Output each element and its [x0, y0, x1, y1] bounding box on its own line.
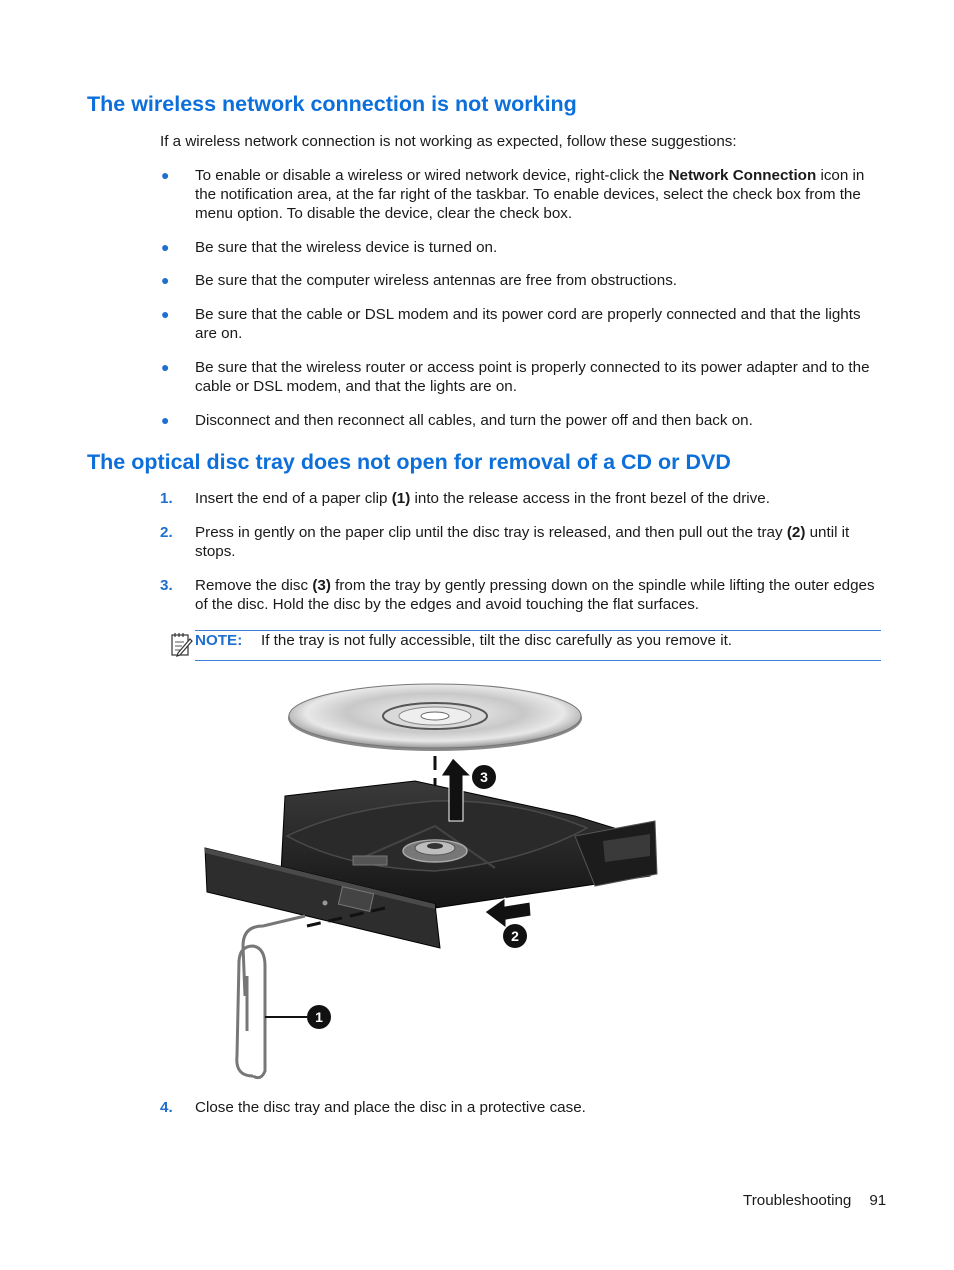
heading-optical-disc: The optical disc tray does not open for removal of a CD or DVD	[87, 450, 731, 474]
bullet-marker: ●	[161, 412, 170, 428]
step-text: Close the disc tray and place the disc in a protective case.	[195, 1099, 586, 1116]
callout-label-2: 2	[511, 928, 519, 944]
disc	[288, 684, 582, 751]
step-number: 4.	[160, 1099, 173, 1116]
bullet-text: Be sure that the computer wireless antennas are free from obstructions.	[195, 272, 678, 289]
network-connection-term: Network Connection	[668, 167, 817, 184]
step-number: 2.	[160, 524, 173, 541]
bullet-text: Disconnect and then reconnect all cables, and turn the power off and then back on.	[195, 412, 753, 429]
bullet-marker: ●	[161, 167, 170, 183]
note-text: If the tray is not fully accessible, tilt the disc carefully as you remove it.	[261, 632, 733, 649]
callout-3	[472, 765, 496, 789]
intro-paragraph: If a wireless network connection is not working as expected, follow these suggestions:	[160, 133, 737, 150]
bullet-text: To enable or disable a wireless or wired network device, right-click the Network Connection icon in the notification area, at the far right of the taskbar. To enable devices, select the check box from the menu option. To disable the device, clear the check box.	[195, 167, 865, 222]
bullet-marker: ●	[161, 272, 170, 288]
paper-clip	[237, 916, 305, 1078]
step-text: Insert the end of a paper clip (1) into the release access in the front bezel of the drive.	[195, 490, 770, 507]
page-number: 91	[869, 1192, 887, 1209]
step-text: Remove the disc (3) from the tray by gently pressing down on the spindle while lifting the outer edges of the disc. Hold the disc by the edges and avoid touching the flat surfaces.	[195, 577, 875, 613]
bullet-marker: ●	[161, 306, 170, 322]
page-footer	[743, 1192, 886, 1209]
note-label: NOTE:	[195, 632, 243, 649]
optical-drive-illustration	[195, 676, 665, 1081]
bullet-text: Be sure that the wireless router or access point is properly connected to its power adapter and to the cable or DSL modem, and that the lights are on.	[195, 359, 870, 395]
bullet-marker: ●	[161, 239, 170, 255]
bullet-text: Be sure that the wireless device is turned on.	[195, 239, 498, 256]
pull-arrow	[485, 898, 531, 928]
bullet-item	[160, 166, 885, 223]
footer-section: Troubleshooting	[743, 1192, 852, 1209]
callout-label-1: 1	[315, 1009, 323, 1025]
heading-wireless: The wireless network connection is not working	[87, 92, 577, 116]
callout-label-3: 3	[480, 769, 488, 785]
bullet-text: Be sure that the cable or DSL modem and its power cord are properly connected and that the lights are on.	[195, 306, 861, 342]
step-number: 1.	[160, 490, 173, 507]
step-number: 3.	[160, 577, 173, 594]
callout-2	[503, 924, 527, 948]
bullet-marker: ●	[161, 359, 170, 375]
note-pad-icon	[170, 631, 194, 657]
step-text: Press in gently on the paper clip until the disc tray is released, and then pull out the tray (2) until it stops.	[195, 524, 850, 560]
note-box	[195, 630, 881, 661]
callout-1	[265, 1005, 331, 1029]
